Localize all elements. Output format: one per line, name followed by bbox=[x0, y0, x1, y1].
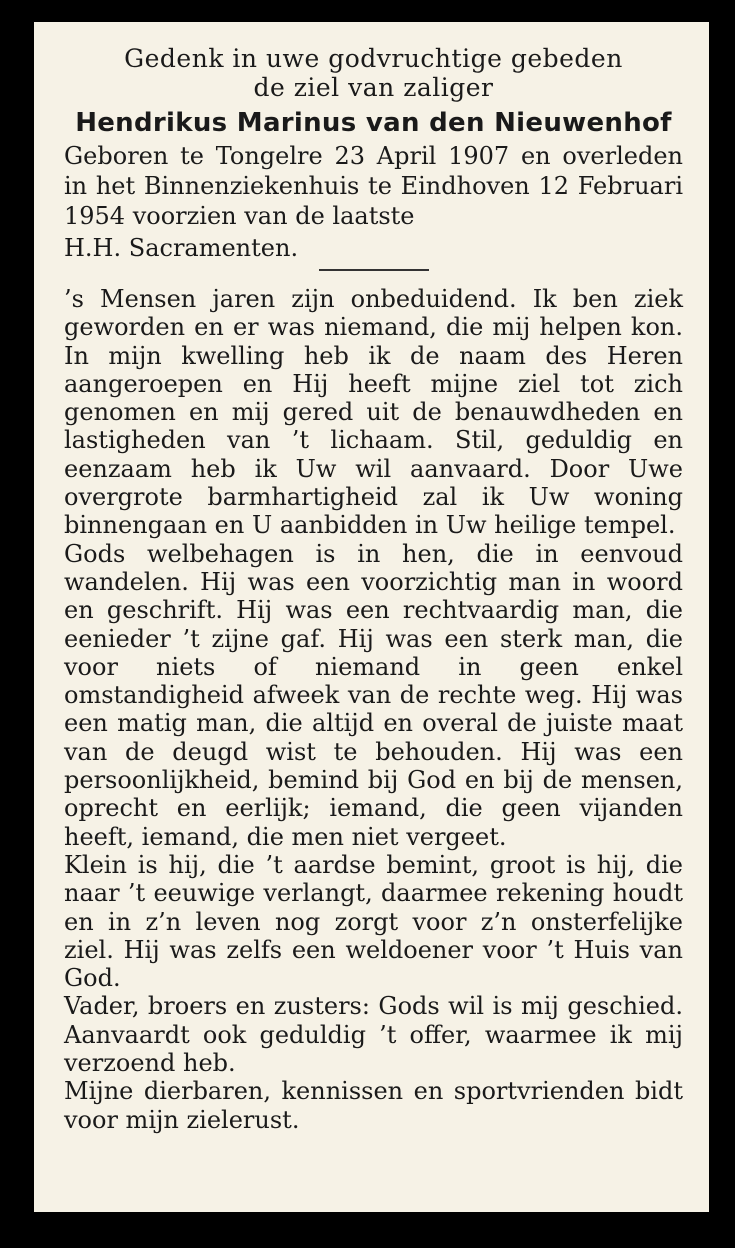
intro-line-2: de ziel van zaliger bbox=[253, 73, 494, 102]
paragraph-1: ’s Mensen jaren zijn onbeduidend. Ik ben ziek geworden en er was niemand, die mij helpen kon. In mijn kwelling heb ik de naam des Heren aangeroepen en Hij heeft mijne ziel tot zich genomen en mij gered uit de benauwdheden en lastigheden van ’t lichaam. Stil, geduldig en eenzaam heb ik Uw wil aanvaard. Door Uwe overgrote barmhartigheid zal ik Uw woning binnengaan en U aanbidden in Uw heilige tempel. bbox=[64, 285, 683, 540]
paragraph-5: Mijne dierbaren, kennissen en sportvrienden bidt voor mijn zielerust. bbox=[64, 1077, 683, 1134]
paragraph-4: Vader, broers en zusters: Gods wil is mij geschied. Aanvaardt ook geduldig ’t offer, waarmee ik mij verzoend heb. bbox=[64, 992, 683, 1078]
sacraments-line: H.H. Sacramenten. bbox=[64, 234, 299, 262]
memorial-card bbox=[34, 22, 709, 1212]
prayer-text bbox=[64, 285, 683, 1134]
birth-death-text: Geboren te Tongelre 23 April 1907 en overleden in het Binnenziekenhuis te Eindhoven 12 Februari 1954 voorzien van de laatste bbox=[64, 142, 683, 230]
paragraph-2: Gods welbehagen is in hen, die in eenvoud wandelen. Hij was een voorzichtig man in woord en geschrift. Hij was een rechtvaardig man, die eenieder ’t zijne gaf. Hij was een sterk man, die voor niets of niemand in geen enkel omstandigheid afweek van de rechte weg. Hij was een matig man, die altijd en overal de juiste maat van de deugd wist te behouden. Hij was een persoonlijkheid, bemind bij God en bij de mensen, oprecht en eerlijk; iemand, die geen vijanden heeft, iemand, die men niet vergeet. bbox=[64, 539, 683, 851]
paragraph-3: Klein is hij, die ’t aardse bemint, groot is hij, die naar ’t eeuwige verlangt, daarmee rekening houdt en in z’n leven nog zorgt voor z’n onsterfelijke ziel. Hij was zelfs een weldoener voor ’t Huis van God. bbox=[64, 850, 683, 993]
intro-line-1: Gedenk in uwe godvruchtige gebeden bbox=[124, 44, 623, 73]
deceased-name: Hendrikus Marinus van den Nieuwenhof bbox=[75, 108, 672, 138]
divider bbox=[319, 269, 429, 271]
